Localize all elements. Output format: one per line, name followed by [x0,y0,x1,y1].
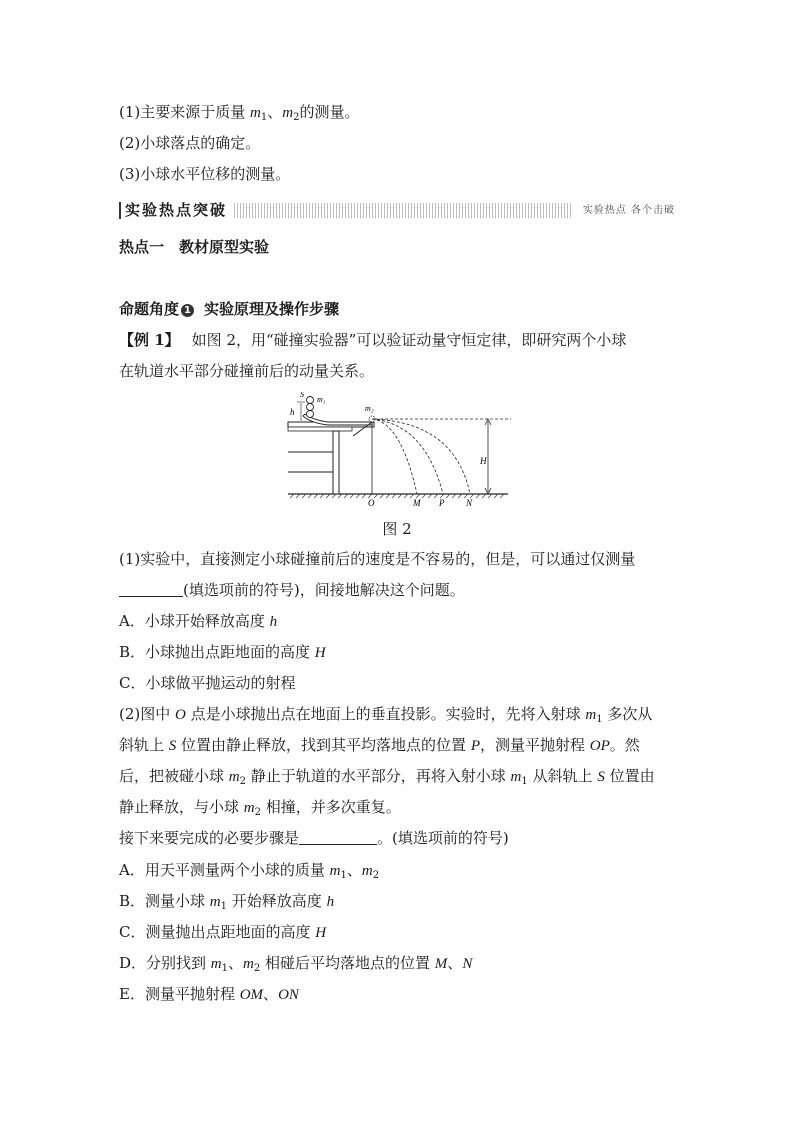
option-text: 开始释放高度 [227,892,327,910]
example-text: 如图 2，用“碰撞实验器”可以验证动量守恒定律，即研究两个小球 [191,331,627,349]
q2-line-5 [119,828,509,848]
q1-option-b [119,642,326,663]
label-H: H [480,456,487,466]
hotspot-heading: 热点一 教材原型实验 [119,238,270,256]
q2-option-b [119,891,334,912]
subscript: 2 [253,963,261,974]
angle-heading [119,299,339,319]
q1-option-a [119,611,277,632]
collision-apparatus-diagram [283,392,513,510]
intro-text: (1)主要来源于质量 [119,103,251,121]
q2-text: 。(填选项前的符号) [377,829,509,847]
section-header [119,200,679,221]
var-m: m [210,956,222,972]
q2-text: 点是小球抛出点在地面上的垂直投影。实验时，先将入射球 [185,705,586,723]
separator: 、 [346,861,362,879]
var-m: m [228,769,240,785]
subscript: 2 [254,807,261,818]
option-text: A．用天平测量两个小球的质量 [119,861,330,879]
option-text: A．小球开始释放高度 [119,612,270,630]
example-tag: 【例 1】 [119,331,180,349]
intro-line-2: (2)小球落点的确定。 [119,134,261,152]
q2-line-2 [119,735,640,756]
angle-text: 实验原理及操作步骤 [204,300,340,318]
subscript: 1 [596,714,603,725]
intro-line-3: (3)小球水平位移的测量。 [119,165,291,183]
var-m: m [250,105,261,121]
subscript: 2 [372,870,380,881]
var-m: m [243,956,254,972]
var-OM: OM [239,987,264,1003]
option-text: C．测量抛出点距地面的高度 [119,923,316,941]
subscript: 1 [521,776,528,787]
var-m: m [510,769,522,785]
subscript: 1 [221,963,229,974]
label-h: h [290,407,295,417]
q2-text: ，测量平抛射程 [480,736,590,754]
var-h: h [326,894,335,910]
label-S: S [300,392,304,399]
option-text: D．分别找到 [119,954,211,972]
intro-text: 的测量。 [299,103,360,121]
label-m2: m₂ [365,404,374,413]
section-hatch-divider [231,203,571,218]
q2-text: 接下来要完成的必要步骤是 [119,829,300,847]
ball-icon [307,404,314,411]
q2-option-c [119,922,326,943]
q2-text: 静止于轨道的水平部分，再将入射小球 [246,767,511,785]
option-text: 相碰后平均落地点的位置 [260,954,435,972]
var-m: m [282,105,294,121]
subscript: 1 [260,112,268,123]
var-m: m [361,863,373,879]
intro-line-1 [119,102,360,123]
label-N: N [466,498,473,508]
table-leg [333,431,339,494]
var-S: S [168,738,177,754]
circled-number-icon: 1 [181,304,194,317]
var-m: m [243,800,255,816]
q2-line-4 [119,797,401,818]
table-rail [288,427,352,431]
q2-text: 位置由 [604,767,655,785]
q2-line-3 [119,766,655,787]
var-M: M [434,956,448,972]
var-m: m [585,707,597,723]
var-O: O [175,707,186,723]
q1-line-2 [119,580,465,600]
q2-line-1 [119,704,652,725]
q1-text: (填选项前的符号)，间接地解决这个问题。 [183,581,465,599]
trajectory-M [372,419,417,494]
label-m1: m₁ [317,395,326,404]
q2-text: 位置由静止释放，找到其平均落地点的位置 [176,736,471,754]
separator: 、 [228,954,244,972]
q2-text: 。然 [609,736,640,754]
var-m: m [209,894,221,910]
q2-text: 从斜轨上 [527,767,598,785]
separator: 、 [267,103,283,121]
option-text: E．测量平抛射程 [119,985,240,1003]
example-line-1 [119,330,626,350]
q2-text: (2)图中 [119,705,176,723]
separator: 、 [263,985,279,1003]
answer-blank[interactable] [119,582,183,597]
ball-icon [307,411,314,418]
subscript: 1 [340,870,347,881]
q1-line-1: (1)实验中，直接测定小球碰撞前后的速度是不容易的，但是，可以通过仅测量 [119,550,636,568]
q2-option-a [119,860,379,881]
var-S: S [597,769,605,785]
q2-text: 相撞，并多次重复。 [261,798,401,816]
q2-option-e [119,984,299,1005]
q2-option-d [119,953,472,974]
q2-text: 静止释放，与小球 [119,798,244,816]
option-text: B．测量小球 [119,892,210,910]
figure-caption: 图 2 [382,520,412,538]
section-right-label: 实验热点 各个击破 [582,205,675,216]
subscript: 2 [293,112,300,123]
var-m: m [329,863,341,879]
trajectory-P [372,419,443,494]
var-ON: ON [278,987,299,1003]
label-P: P [439,498,445,508]
answer-blank[interactable] [299,830,377,845]
subscript: 2 [239,776,246,787]
var-H: H [315,925,327,941]
q2-text: 后，把被碰小球 [119,767,229,785]
q2-text: 多次从 [602,705,653,723]
separator: 、 [447,954,463,972]
section-title: 实验热点突破 [119,200,233,221]
var-H: H [314,645,326,661]
var-OP: OP [589,738,610,754]
q1-option-c: C．小球做平抛运动的射程 [119,674,296,692]
label-M: M [413,498,421,508]
subscript: 1 [220,901,228,912]
label-O: O [368,498,375,508]
option-text: B．小球抛出点距地面的高度 [119,643,315,661]
ball-icon [307,397,314,404]
var-P: P [470,738,480,754]
var-h: h [269,614,278,630]
angle-prefix: 命题角度 [119,300,180,318]
trajectory-N [372,419,470,494]
example-line-2: 在轨道水平部分碰撞前后的动量关系。 [119,362,375,380]
var-N: N [462,956,473,972]
q2-text: 斜轨上 [119,736,169,754]
